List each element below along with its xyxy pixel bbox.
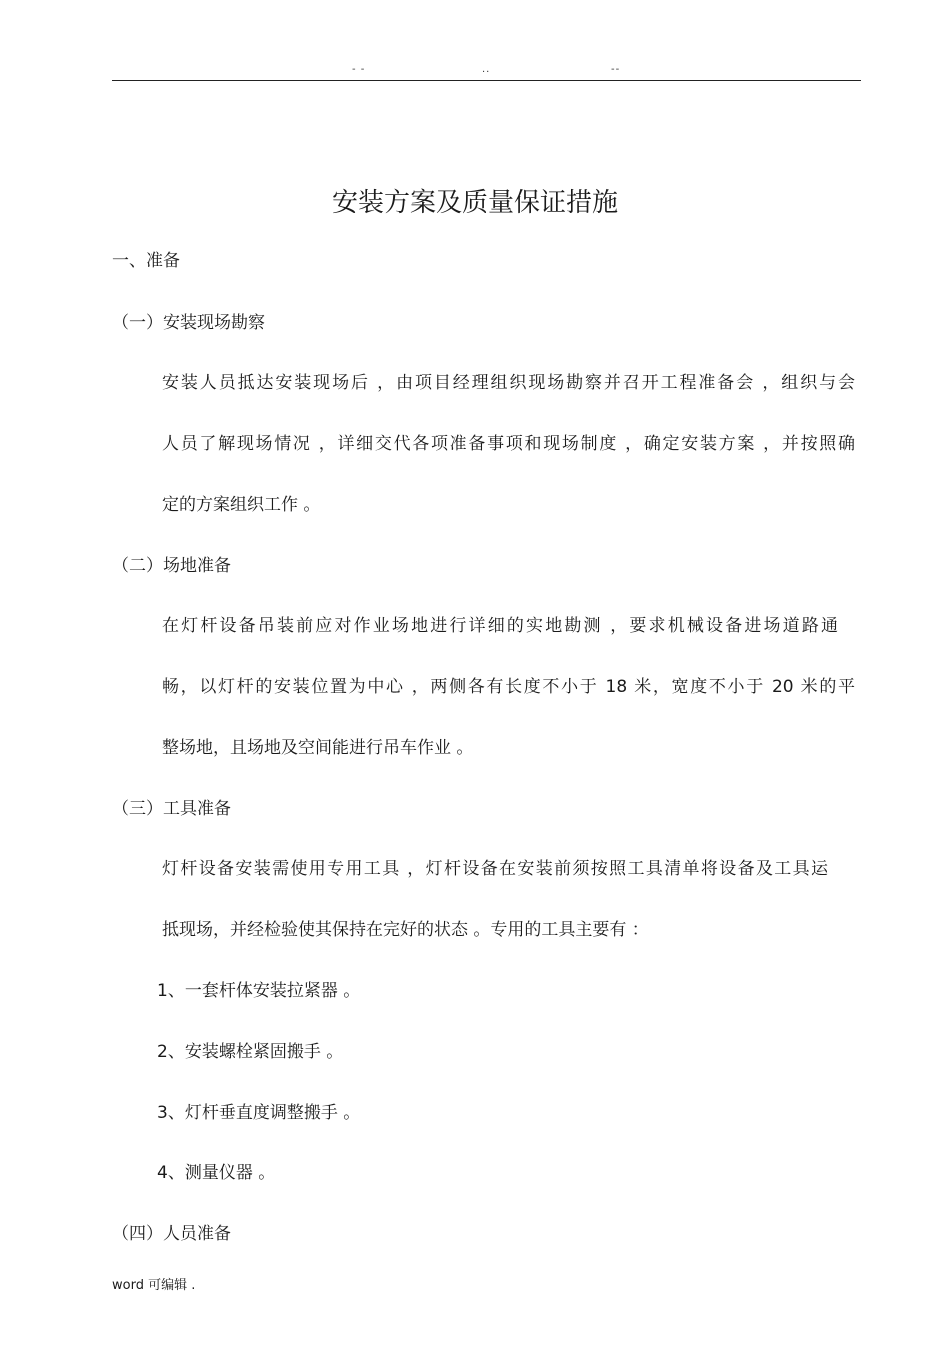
paragraph-line: 在灯杆设备吊装前应对作业场地进行详细的实地勘测 ，要求机械设备进场道路通 xyxy=(162,616,838,636)
header-mark-right: -- xyxy=(611,64,621,75)
list-item: 1、一套杆体安装拉紧器 。 xyxy=(157,981,361,1001)
header-mark-left: - - xyxy=(352,64,366,75)
list-item: 2、安装螺栓紧固搬手 。 xyxy=(157,1042,344,1062)
page-footer: word 可编辑 . xyxy=(112,1278,196,1293)
list-item: 4、测量仪器 。 xyxy=(157,1163,276,1183)
header-rule xyxy=(112,80,861,81)
subsection-heading-3: （三）工具准备 xyxy=(112,799,231,819)
paragraph-line: 安装人员抵达安装现场后 ，由项目经理组织现场勘察并召开工程准备会 ，组织与会 xyxy=(162,373,855,393)
paragraph-line: 定的方案组织工作 。 xyxy=(162,495,321,515)
subsection-heading-2: （二）场地准备 xyxy=(112,556,231,576)
paragraph-line: 整场地，且场地及空间能进行吊车作业 。 xyxy=(162,738,474,758)
paragraph-line: 抵现场，并经检验使其保持在完好的状态 。专用的工具主要有 ： xyxy=(162,920,649,940)
paragraph-line: 灯杆设备安装需使用专用工具 ，灯杆设备在安装前须按照工具清单将设备及工具运 xyxy=(162,859,828,879)
subsection-heading-4: （四）人员准备 xyxy=(112,1224,231,1244)
paragraph-line: 人员了解现场情况 ，详细交代各项准备事项和现场制度 ，确定安装方案 ，并按照确 xyxy=(162,434,855,454)
subsection-heading-1: （一）安装现场勘察 xyxy=(112,313,265,333)
document-title: 安装方案及质量保证措施 xyxy=(331,188,618,218)
paragraph-line: 畅，以灯杆的安装位置为中心 ，两侧各有长度不小于 18 米，宽度不小于 20 米的平 xyxy=(162,677,855,697)
list-item: 3、灯杆垂直度调整搬手 。 xyxy=(157,1103,361,1123)
section-heading-1: 一、准备 xyxy=(112,251,180,271)
header-mark-center: .. xyxy=(482,64,491,75)
